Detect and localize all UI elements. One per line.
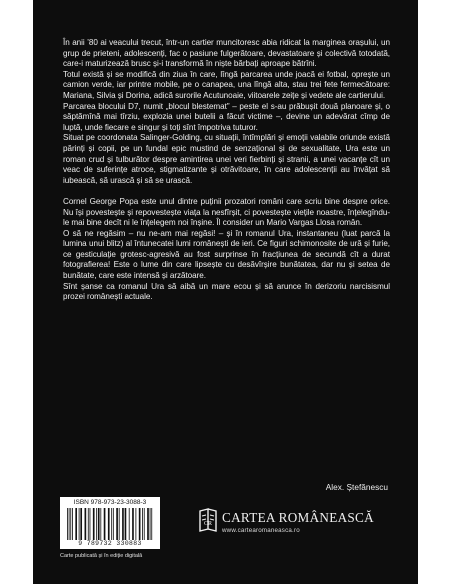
barcode-bar [119, 508, 120, 540]
review-signature: Alex. Ștefănescu [325, 482, 388, 492]
barcode-bar [93, 508, 95, 540]
barcode-bar [108, 508, 110, 540]
barcode-bar [88, 508, 89, 540]
isbn-barcode [60, 497, 160, 549]
barcode-bar [79, 508, 80, 540]
barcode-bar [100, 508, 101, 540]
barcode-bar [67, 508, 68, 540]
paragraph-review-1: Cornel George Popa este unul dintre puținii prozatori români care scriu bine despre orice. Nu își povestește și repovestește viața la nesfîrșit, ci povestește viețile noastre, înțelegîndu-le mai bine decît ni le înțelegem noi înșine. Îl consider un Mario Vargas Llosa român. [63, 196, 390, 228]
digital-edition-note: Carte publicată și în ediție digitală [60, 553, 143, 559]
blurb-text [63, 38, 390, 303]
barcode-bar [142, 508, 143, 540]
paragraph-intro: În anii ’80 ai veacului trecut, într-un cartier muncitoresc abia ridicat la marginea orașului, un grup de prieteni, adolescenți, fac o pasiune fulgerătoare, devastatoare și colectivă totodată, care-i maturizează brusc și-i transformă în niște bărbați aproape bătrîni. [63, 38, 390, 69]
barcode-bar [113, 508, 114, 540]
barcode-bar [147, 508, 149, 540]
barcode-bar [135, 508, 136, 540]
barcode-bar [104, 508, 106, 540]
barcode-bar [150, 508, 151, 540]
publisher-block [199, 508, 399, 538]
barcode-bar [96, 508, 97, 540]
barcode-bar [75, 508, 77, 540]
back-cover [33, 0, 418, 584]
book-logo-icon [199, 508, 217, 534]
paragraph-summary: Situat pe coordonata Salinger-Golding, cu situații, întîmplări și emoții valabile oriunde există părinți și copii, pe un fundal epic mustind de senzațional și de sexualitate, Ura este un roman crud și tulburător despre amintirea unei veri fierbinți și stranii, a unei vacanțe cît un veac de suferințe atroce, stigmatizante și otrăvitoare, în care adolescenții au învățat să iubească, să urască și să se urască. [63, 133, 390, 185]
barcode-bar [144, 508, 145, 540]
publisher-name: CARTEA ROMÂNEASCĂ [222, 510, 374, 525]
barcode-bar [139, 508, 141, 540]
barcode-bar [111, 508, 112, 540]
paragraph-sisters: Totul există și se modifică din ziua în care, lîngă parcarea unde joacă ei fotbal, oprește un camion verde, iar printre mobile, pe o canapea, una lîngă alta, stau trei fete fermecătoare: Mariana, Silvia și Dorina, adică surorile Acutunoaie, viitoarele zeițe și vedete ale cartierului. [63, 69, 390, 100]
svg-text:CR: CR [203, 521, 213, 527]
barcode-bar [151, 508, 152, 540]
barcode-bar [116, 508, 118, 540]
barcode-bar [85, 508, 87, 540]
barcode-bar [72, 508, 73, 540]
publisher-url: www.cartearomaneasca.ro [222, 527, 300, 534]
barcode-icon [67, 508, 153, 540]
paragraph-review-2: O să ne regăsim – nu ne-am mai regăsi! – și în romanul Ura, instantaneu (luat parcă la lumina unui blitz) al întunecatei lumi românești de ieri. Ce figuri schimonosite de ură și furie, ce gesticulație grotesc-agresivă au fost surprinse în fracțiunea de secundă cît a durat fotografierea! Este o lume din care lipsește cu desăvîrșire bunătatea, dar nu și setea de bunătate, care este intensă și arzătoare. [63, 228, 390, 281]
barcode-bar [70, 508, 71, 540]
barcode-bar [90, 508, 91, 540]
barcode-bar [132, 508, 134, 540]
paragraph-review-3: Sînt șanse ca romanul Ura să aibă un mare ecou și să arunce în derizoriu narcisismul prozei românești actuale. [63, 281, 390, 302]
barcode-bar [98, 508, 100, 540]
barcode-bar [122, 508, 124, 540]
barcode-bar [125, 508, 127, 540]
barcode-digits: 9 789732 330883 [78, 540, 142, 547]
paragraph-block: Parcarea blocului D7, numit „blocul blestemat” – peste el s-au prăbușit două planoare și, o săptămînă mai tîrziu, explozia unei butelii a făcut victime –, devine un adevărat cîmp de luptă, unde fiecare e singur și toți sînt împotriva tuturor. [63, 101, 390, 132]
barcode-bar [80, 508, 82, 540]
barcode-bar [129, 508, 130, 540]
isbn-label: ISBN 978-973-23-3088-3 [73, 499, 147, 506]
barcode-bar [69, 508, 70, 540]
